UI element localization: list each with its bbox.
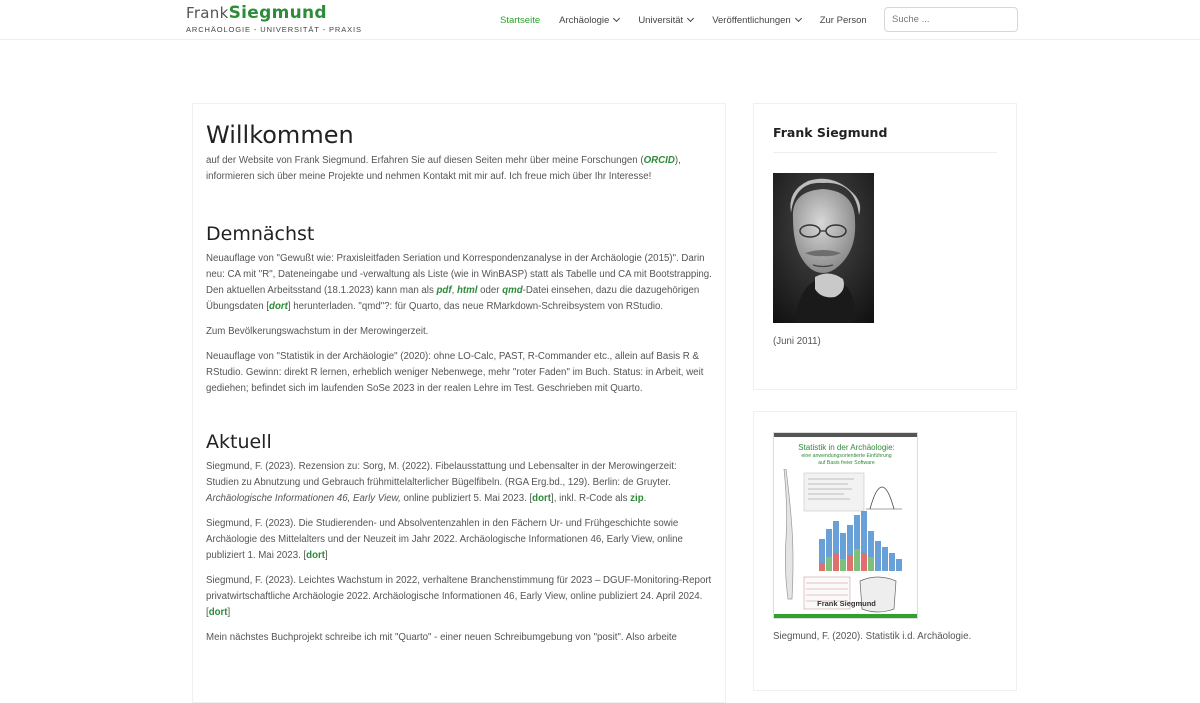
nav-label: Veröffentlichungen (712, 14, 791, 26)
main-content (192, 103, 726, 703)
nav-label: Archäologie (559, 14, 610, 26)
intro-text (206, 153, 712, 185)
page-title: Willkommen (206, 121, 354, 149)
soon-paragraph-2: Zum Bevölkerungswachstum in der Merowingerzeit. (206, 326, 429, 337)
nav-item-startseite[interactable] (500, 15, 540, 26)
text-part: -Datei einsehen, dazu die dazugehörigen Übungsdaten [ (206, 285, 700, 312)
chevron-down-icon (795, 15, 802, 22)
orcid-link[interactable]: ORCID (643, 155, 675, 166)
book-author: Frank Siegmund (817, 599, 876, 608)
book-bottom-bar (774, 614, 918, 619)
chevron-down-icon (687, 15, 694, 22)
nav-label: Zur Person (819, 14, 867, 26)
site-logo[interactable] (186, 3, 362, 34)
text-part: online publiziert 5. Mai 2023. [ (400, 493, 533, 504)
text-part: . (643, 493, 647, 504)
text-part: Neuauflage von "Gewußt wie: Praxisleitfaden Seriation und Korrespondenzanalyse in der Archäologie (2015)". Darin neu: CA mit "R", Dateneingabe und -verwaltung als Liste (wie in WinBASP) statt als Tabelle und CA mit Bootstrapping. Den aktuellen Arbeitsstand (18.1.2023) kann man als (206, 253, 712, 296)
section-title-demnaechst: Demnächst (206, 223, 315, 245)
search-input[interactable] (884, 7, 1018, 32)
soon-paragraph-3: Neuauflage von "Statistik in der Archäologie" (2020): ohne LO-Calc, PAST, R-Commander etc., allein auf Basis R & RStudio. Gewinn: direkt R lernen, erheblich weniger Nebenwege, mehr "roter Faden" im Buch. Status: in Arbeit, weit gediehen; befindet sich im laufenden SoSe 2023 in der realen Lehre im Test. Geschrieben mit Quarto. (206, 351, 704, 394)
book-caption: Siegmund, F. (2020). Statistik i.d. Archäologie. (773, 631, 972, 642)
news-item-3 (206, 573, 712, 621)
sidebar-widget-book (753, 411, 1017, 691)
dort-link[interactable]: dort (532, 493, 552, 504)
book-cover[interactable] (773, 432, 918, 619)
book-subtitle-2: auf Basis freier Software (818, 460, 875, 466)
intro-text-part: ), informieren sich über meine Projekte und nehmen Kontakt mit mir auf. Ich freue mich über Ihr Interesse! (206, 155, 681, 182)
logo-title (186, 3, 362, 25)
dort-link[interactable]: dort (208, 607, 228, 618)
portrait-image (773, 173, 874, 323)
news-item-2 (206, 516, 712, 564)
logo-last-name: Siegmund (228, 3, 327, 23)
html-link[interactable]: html (456, 285, 478, 296)
chevron-down-icon (613, 15, 620, 22)
nav-label: Startseite (500, 14, 541, 26)
book-subtitle-1: eine anwendungsorientierte Einführung (801, 453, 892, 459)
nav-item-archaeologie[interactable] (559, 15, 619, 26)
widget-title: Frank Siegmund (773, 124, 997, 153)
book-cover-illustration (774, 469, 918, 619)
text-part: Siegmund, F. (2023). Leichtes Wachstum in 2022, verhaltene Branchenstimmung für 2023 – DGUF-Monitoring-Report privatwirtschaftliche Archäologie 2022. Archäologische Informationen 46, Early View, online publiziert 24. April 2024. [ (206, 575, 712, 618)
book-title: Statistik in der Archäologie: (798, 443, 895, 452)
news-item-1 (206, 459, 712, 507)
text-part: ], inkl. R-Code als (551, 493, 631, 504)
nav-item-universitaet[interactable] (638, 15, 693, 26)
pdf-link[interactable]: pdf (436, 285, 452, 296)
book-top-bar (774, 433, 918, 437)
nav-item-veroeffentlichungen[interactable] (712, 15, 801, 26)
nav-item-zur-person[interactable] (820, 15, 867, 26)
logo-subtitle: ARCHÄOLOGIE - UNIVERSITÄT - PRAXIS (186, 25, 362, 34)
sidebar-widget-profile (753, 103, 1017, 390)
text-part: ] (325, 550, 328, 561)
qmd-link[interactable]: qmd (502, 285, 523, 296)
text-part: ] (227, 607, 231, 618)
text-part: ] herunterladen. "qmd"?: für Quarto, das neue RMarkdown-Schreibsystem von RStudio. (287, 301, 664, 312)
dort-link[interactable]: dort (269, 301, 288, 312)
journal-title: Archäologische Informationen 46, Early View, (206, 493, 401, 504)
nav-label: Universität (638, 14, 684, 26)
zip-link[interactable]: zip (630, 493, 644, 504)
logo-first-name: Frank (186, 4, 229, 22)
text-part: oder (477, 285, 503, 296)
portrait-photo (773, 173, 874, 323)
intro-text-part: auf der Website von Frank Siegmund. Erfahren Sie auf diesen Seiten mehr über meine Forschungen ( (206, 155, 644, 166)
dort-link[interactable]: dort (306, 550, 326, 561)
soon-paragraph-1 (206, 251, 712, 315)
main-nav (500, 0, 886, 40)
portrait-caption: (Juni 2011) (773, 336, 821, 347)
news-item-4: Mein nächstes Buchprojekt schreibe ich mit "Quarto" - einer neuen Schreibumgebung von "posit". Also arbeite (206, 632, 677, 643)
text-part: Siegmund, F. (2023). Rezension zu: Sorg, M. (2022). Fibelausstattung und Lebensalter in der Merowingerzeit: Studien zu Abnutzung und Gebrauch frühmittelalterlicher Bügelfibeln. (RGA Erg.bd., 129). Berlin: de Gruyter. (206, 461, 677, 488)
section-title-aktuell: Aktuell (206, 431, 272, 453)
site-header (0, 0, 1200, 40)
text-part: Siegmund, F. (2023). Die Studierenden- und Absolventenzahlen in den Fächern Ur- und Frühgeschichte sowie Archäologie des Mittelalters und der Neuzeit im Jahr 2022. Archäologische Informationen 46, Early View, online publiziert 1. Mai 2023. [ (206, 518, 683, 561)
text-part: , (451, 285, 457, 296)
